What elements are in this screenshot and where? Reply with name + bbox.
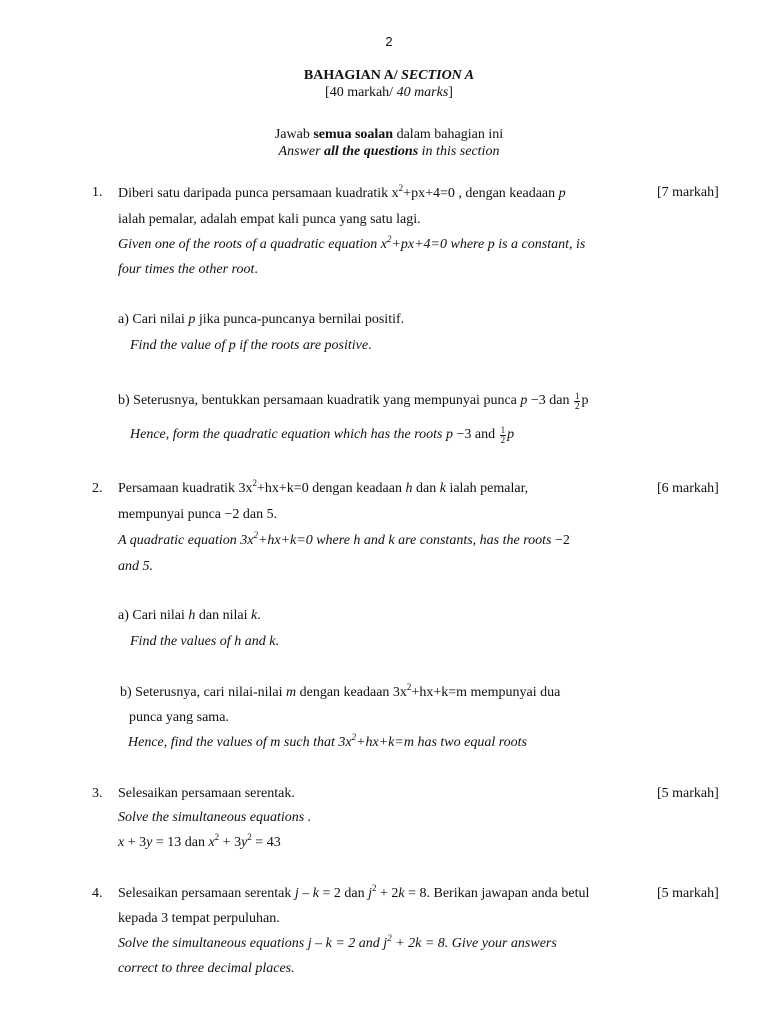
q1-line-3: Given one of the roots of a quadratic equation $x^2+px+4=0$ where p is a constant, is: [118, 234, 586, 252]
q2-line-2: mempunyai punca −2 dan 5.: [118, 507, 278, 522]
q4-line-4: correct to three decimal places.: [118, 961, 295, 976]
q3-line-1: Selesaikan persamaan serentak.: [118, 786, 295, 801]
q2-line-4: and 5.: [118, 559, 153, 574]
question-number: 2.: [92, 481, 103, 496]
instruction-english: Answer all the questions in this section: [278, 144, 500, 159]
q1-line-2: ialah pemalar, adalah empat kali punca yang satu lagi.: [118, 212, 421, 227]
question-marks: [5 markah]: [657, 886, 719, 901]
q2-part-a-malay: a) Cari nilai h dan nilai k.: [118, 608, 261, 623]
q2-line-1: Persamaan kuadratik $3x^2+hx+k=0$ dengan keadaan h dan k ialah pemalar,: [118, 478, 529, 496]
question-number: 3.: [92, 786, 103, 801]
q2-part-b-malay: b) Seterusnya, cari nilai-nilai m dengan keadaan $3x^2+hx+k=m$ mempunyai dua: [120, 682, 561, 700]
instruction-malay: Jawab semua soalan dalam bahagian ini: [274, 127, 504, 142]
q1-part-a-malay: a) Cari nilai p jika punca-puncanya bernilai positif.: [118, 312, 405, 327]
question-number: 1.: [92, 185, 103, 200]
section-marks: [40 markah/ 40 marks]: [325, 85, 453, 100]
fraction-half: $\frac{1}{2}$: [574, 391, 580, 411]
q4-line-2: kepada 3 tempat perpuluhan.: [118, 911, 280, 926]
page-number: 2: [385, 34, 393, 49]
q4-line-3: Solve the simultaneous equations j – k = 2 and $j^2 + 2k = 8$. Give your answers: [118, 933, 557, 951]
question-marks: [7 markah]: [657, 185, 719, 200]
q1-line-4: four times the other root.: [118, 262, 258, 277]
q1-part-a-english: Find the value of p if the roots are positive.: [130, 338, 372, 353]
q1-part-b-english: Hence, form the quadratic equation which has the roots p −3 and $\frac{1}{2}$ p: [130, 425, 515, 445]
q2-part-b-english: Hence, find the values of m such that $3x^2+hx+k=m$ has two equal roots: [128, 732, 527, 750]
fraction-half: $\frac{1}{2}$: [500, 425, 506, 445]
q3-line-2: Solve the simultaneous equations .: [118, 810, 312, 825]
q1-part-b-malay: b) Seterusnya, bentukkan persamaan kuadratik yang mempunyai punca p −3 dan $\frac{1}{2}$ p: [118, 391, 589, 411]
question-number: 4.: [92, 886, 103, 901]
q2-part-a-english: Find the values of h and k.: [130, 634, 279, 649]
question-marks: [6 markah]: [657, 481, 719, 496]
section-title: BAHAGIAN A/ SECTION A: [303, 68, 475, 83]
q2-part-b-malay-cont: punca yang sama.: [129, 710, 229, 725]
q4-line-1: Selesaikan persamaan serentak j – k = 2 dan $j^2 + 2k = 8$. Berikan jawapan anda betul: [118, 883, 590, 901]
q3-equations: x + 3y = 13 dan $x^2 + 3y^2 = 43$: [118, 832, 281, 850]
question-marks: [5 markah]: [657, 786, 719, 801]
q2-line-3: A quadratic equation $3x^2+hx+k=0$ where h and k are constants, has the roots −2: [118, 530, 570, 548]
q1-line-1: Diberi satu daripada punca persamaan kuadratik $x^2+px+4=0$ , dengan keadaan p: [118, 183, 566, 201]
